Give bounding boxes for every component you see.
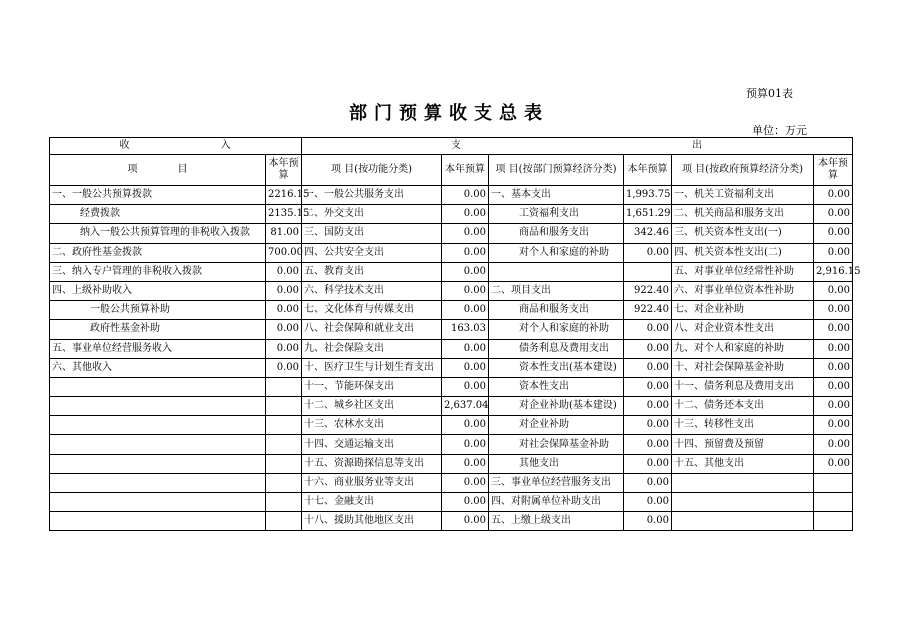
income-item-cell: 二、政府性基金拨款 [50,243,266,262]
dept-amount-cell: 0.00 [624,435,672,454]
function-item-cell: 十、医疗卫生与计划生育支出 [302,358,442,377]
dept-item-cell: 三、事业单位经营服务支出 [489,473,624,492]
income-amount-cell [266,493,302,512]
gov-amount-header: 本年预算 [814,155,853,186]
dept-item-cell: 债务利息及费用支出 [489,339,624,358]
gov-amount-cell: 0.00 [814,320,853,339]
dept-item-cell: 资本性支出 [489,377,624,396]
function-amount-cell: 0.00 [442,435,489,454]
dept-item-cell: 五、上缴上级支出 [489,512,624,531]
function-item-cell: 八、社会保障和就业支出 [302,320,442,339]
gov-amount-cell: 0.00 [814,301,853,320]
gov-class-header: 项 目(按政府预算经济分类) [672,155,814,186]
dept-amount-cell: 922.40 [624,281,672,300]
function-amount-cell: 0.00 [442,262,489,281]
income-amount-cell [266,377,302,396]
gov-amount-cell: 0.00 [814,435,853,454]
gov-amount-cell [814,512,853,531]
dept-item-cell [489,262,624,281]
income-amount-cell [266,473,302,492]
table-row [50,205,853,224]
dept-amount-cell: 0.00 [624,397,672,416]
income-amount-cell: 0.00 [266,262,302,281]
table-row [50,493,853,512]
function-amount-cell: 0.00 [442,512,489,531]
income-item-cell [50,493,266,512]
gov-item-cell [672,512,814,531]
gov-amount-cell: 0.00 [814,224,853,243]
dept-amount-cell: 1,993.75 [624,186,672,205]
dept-item-cell: 对个人和家庭的补助 [489,243,624,262]
dept-item-cell: 对企业补助 [489,416,624,435]
dept-item-cell: 对社会保障基金补助 [489,435,624,454]
gov-amount-cell: 0.00 [814,358,853,377]
function-item-cell: 十七、金融支出 [302,493,442,512]
table-row [50,339,853,358]
income-amount-cell: 2216.15 [266,186,302,205]
income-item-cell [50,454,266,473]
function-item-cell: 十六、商业服务业等支出 [302,473,442,492]
gov-item-cell [672,473,814,492]
table-row [50,454,853,473]
dept-amount-cell: 0.00 [624,473,672,492]
table-row [50,243,853,262]
income-item-cell [50,473,266,492]
income-item-cell [50,377,266,396]
gov-item-cell: 三、机关资本性支出(一) [672,224,814,243]
function-amount-cell: 0.00 [442,416,489,435]
table-row [50,186,853,205]
dept-amount-cell [624,262,672,281]
dept-amount-cell: 0.00 [624,454,672,473]
income-amount-cell: 0.00 [266,281,302,300]
gov-amount-cell [814,473,853,492]
dept-item-cell: 二、项目支出 [489,281,624,300]
income-item-cell: 纳入一般公共预算管理的非税收入拨款 [50,224,266,243]
dept-amount-cell: 0.00 [624,320,672,339]
income-amount-header: 本年预算 [266,155,302,186]
gov-amount-cell: 0.00 [814,186,853,205]
expense-section-header: 支 出 [302,138,853,155]
dept-amount-header: 本年预算 [624,155,672,186]
function-class-header: 项 目(按功能分类) [302,155,442,186]
gov-item-cell: 二、机关商品和服务支出 [672,205,814,224]
table-row [50,281,853,300]
function-amount-cell: 0.00 [442,301,489,320]
income-item-cell: 三、纳入专户管理的非税收入拨款 [50,262,266,281]
dept-item-cell: 资本性支出(基本建设) [489,358,624,377]
income-amount-cell [266,435,302,454]
dept-item-cell: 商品和服务支出 [489,301,624,320]
gov-amount-cell [814,493,853,512]
gov-amount-cell: 2,916.15 [814,262,853,281]
table-row [50,435,853,454]
dept-amount-cell: 0.00 [624,243,672,262]
gov-amount-cell: 0.00 [814,281,853,300]
dept-item-cell: 商品和服务支出 [489,224,624,243]
table-row [50,377,853,396]
gov-item-cell [672,493,814,512]
income-section-header: 收 入 [50,138,302,155]
income-item-cell: 经费拨款 [50,205,266,224]
function-item-cell: 四、公共安全支出 [302,243,442,262]
function-amount-cell: 0.00 [442,473,489,492]
dept-amount-cell: 0.00 [624,358,672,377]
income-amount-cell: 0.00 [266,301,302,320]
function-amount-cell: 0.00 [442,186,489,205]
function-amount-cell: 0.00 [442,454,489,473]
gov-item-cell: 八、对企业资本性支出 [672,320,814,339]
function-amount-cell: 0.00 [442,493,489,512]
dept-item-cell: 对个人和家庭的补助 [489,320,624,339]
income-amount-cell [266,512,302,531]
gov-item-cell: 十四、预留费及预留 [672,435,814,454]
income-amount-cell: 0.00 [266,358,302,377]
function-amount-cell: 163.03 [442,320,489,339]
function-amount-cell: 0.00 [442,243,489,262]
function-item-cell: 十四、交通运输支出 [302,435,442,454]
gov-amount-cell: 0.00 [814,416,853,435]
table-row [50,358,853,377]
function-item-cell: 十二、城乡社区支出 [302,397,442,416]
gov-item-cell: 十三、转移性支出 [672,416,814,435]
function-amount-header: 本年预算 [442,155,489,186]
gov-item-cell: 十、对社会保障基金补助 [672,358,814,377]
function-item-cell: 七、文化体育与传媒支出 [302,301,442,320]
function-item-cell: 十八、援助其他地区支出 [302,512,442,531]
gov-amount-cell: 0.00 [814,205,853,224]
gov-amount-cell: 0.00 [814,454,853,473]
income-item-cell: 六、其他收入 [50,358,266,377]
function-item-cell: 十五、资源勘探信息等支出 [302,454,442,473]
income-item-cell: 政府性基金补助 [50,320,266,339]
gov-amount-cell: 0.00 [814,339,853,358]
table-row [50,320,853,339]
function-item-cell: 六、科学技术支出 [302,281,442,300]
gov-item-cell: 六、对事业单位资本性补助 [672,281,814,300]
function-item-cell: 二、外交支出 [302,205,442,224]
table-row [50,473,853,492]
gov-amount-cell: 0.00 [814,243,853,262]
gov-item-cell: 四、机关资本性支出(二) [672,243,814,262]
income-amount-cell: 2135.15 [266,205,302,224]
income-item-cell [50,435,266,454]
gov-item-cell: 一、机关工资福利支出 [672,186,814,205]
function-amount-cell: 0.00 [442,224,489,243]
table-row [50,301,853,320]
table-row [50,416,853,435]
income-amount-cell: 0.00 [266,320,302,339]
income-item-cell: 四、上级补助收入 [50,281,266,300]
section-header-row [50,138,853,155]
dept-amount-cell: 0.00 [624,493,672,512]
gov-amount-cell: 0.00 [814,377,853,396]
function-amount-cell: 0.00 [442,339,489,358]
dept-amount-cell: 1,651.29 [624,205,672,224]
gov-item-cell: 十五、其他支出 [672,454,814,473]
function-item-cell: 一、一般公共服务支出 [302,186,442,205]
income-item-header: 项 目 [50,155,266,186]
function-item-cell: 十三、农林水支出 [302,416,442,435]
gov-item-cell: 十一、债务利息及费用支出 [672,377,814,396]
dept-amount-cell: 342.46 [624,224,672,243]
table-row [50,512,853,531]
dept-item-cell: 对企业补助(基本建设) [489,397,624,416]
income-item-cell: 五、事业单位经营服务收入 [50,339,266,358]
dept-item-cell: 其他支出 [489,454,624,473]
function-item-cell: 五、教育支出 [302,262,442,281]
income-amount-cell [266,416,302,435]
gov-amount-cell: 0.00 [814,397,853,416]
gov-item-cell: 七、对企业补助 [672,301,814,320]
column-header-row [50,155,853,186]
function-amount-cell: 2,637.04 [442,397,489,416]
gov-item-cell: 十二、债务还本支出 [672,397,814,416]
dept-item-cell: 一、基本支出 [489,186,624,205]
function-amount-cell: 0.00 [442,281,489,300]
income-item-cell: 一般公共预算补助 [50,301,266,320]
income-amount-cell [266,397,302,416]
dept-amount-cell: 0.00 [624,339,672,358]
income-amount-cell: 700.00 [266,243,302,262]
dept-amount-cell: 0.00 [624,377,672,396]
income-item-cell [50,512,266,531]
gov-item-cell: 九、对个人和家庭的补助 [672,339,814,358]
income-amount-cell: 0.00 [266,339,302,358]
page-title: 部门预算收支总表 [349,103,549,124]
dept-amount-cell: 922.40 [624,301,672,320]
function-item-cell: 三、国防支出 [302,224,442,243]
budget-table [49,137,861,531]
income-item-cell [50,397,266,416]
table-row [50,224,853,243]
form-number: 预算01表 [746,87,793,100]
unit-label: 单位：万元 [752,124,807,137]
dept-item-cell: 工资福利支出 [489,205,624,224]
gov-item-cell: 五、对事业单位经常性补助 [672,262,814,281]
income-amount-cell [266,454,302,473]
dept-class-header: 项 目(按部门预算经济分类) [489,155,624,186]
table-row [50,262,853,281]
function-amount-cell: 0.00 [442,205,489,224]
table-row [50,397,853,416]
dept-amount-cell: 0.00 [624,512,672,531]
function-item-cell: 九、社会保险支出 [302,339,442,358]
dept-item-cell: 四、对附属单位补助支出 [489,493,624,512]
function-amount-cell: 0.00 [442,358,489,377]
function-amount-cell: 0.00 [442,377,489,396]
income-amount-cell: 81.00 [266,224,302,243]
income-item-cell: 一、一般公共预算拨款 [50,186,266,205]
function-item-cell: 十一、节能环保支出 [302,377,442,396]
dept-amount-cell: 0.00 [624,416,672,435]
income-item-cell [50,416,266,435]
